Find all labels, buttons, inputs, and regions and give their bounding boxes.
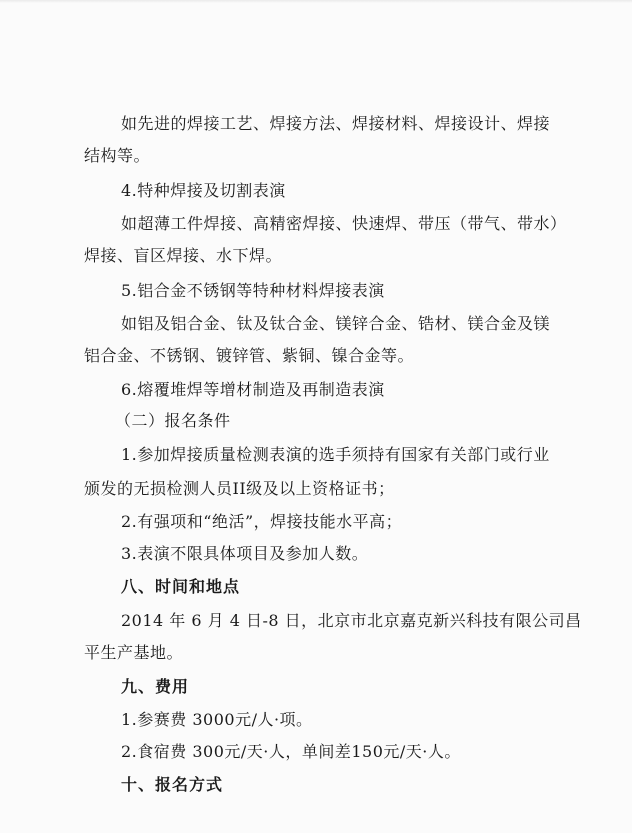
text-line: 1.参加焊接质量检测表演的选手须持有国家有关部门或行业 [121, 445, 550, 464]
text-line: 结构等。 [84, 146, 151, 165]
list-item-heading: 6.熔覆堆焊等增材制造及再制造表演 [121, 380, 385, 399]
list-item-heading: 5.铝合金不锈钢等特种材料焊接表演 [121, 281, 385, 300]
text-line: 平生产基地。 [84, 643, 184, 662]
text-line: 2.食宿费 300元/天·人，单间差150元/天·人。 [121, 742, 461, 761]
section-heading: 十、报名方式 [121, 775, 224, 794]
section-heading: 八、时间和地点 [121, 577, 241, 596]
text-line: 如先进的焊接工艺、焊接方法、焊接材料、焊接设计、焊接 [121, 114, 551, 133]
list-item-heading: 4.特种焊接及切割表演 [121, 181, 286, 200]
text-line: 2.有强项和“绝活”，焊接技能水平高； [121, 512, 403, 531]
text-line: 如超薄工件焊接、高精密焊接、快速焊、带压（带气、带水） [121, 214, 567, 233]
text-line: 铝合金、不锈钢、镀锌管、紫铜、镍合金等。 [84, 346, 415, 365]
subsection-heading: （二）报名条件 [115, 411, 231, 430]
text-line: 颁发的无损检测人员II级及以上资格证书； [84, 479, 395, 498]
text-line: 焊接、盲区焊接、水下焊。 [84, 246, 283, 265]
text-line: 3.表演不限具体项目及参加人数。 [121, 544, 369, 563]
text-line: 2014 年 6 月 4 日-8 日，北京市北京嘉克新兴科技有限公司昌 [121, 611, 582, 630]
text-line: 如铝及铝合金、钛及钛合金、镁锌合金、锆材、镁合金及镁 [121, 314, 551, 333]
text-line: 1.参赛费 3000元/人·项。 [121, 710, 313, 729]
scan-edge [0, 0, 632, 3]
section-heading: 九、费用 [121, 677, 190, 696]
